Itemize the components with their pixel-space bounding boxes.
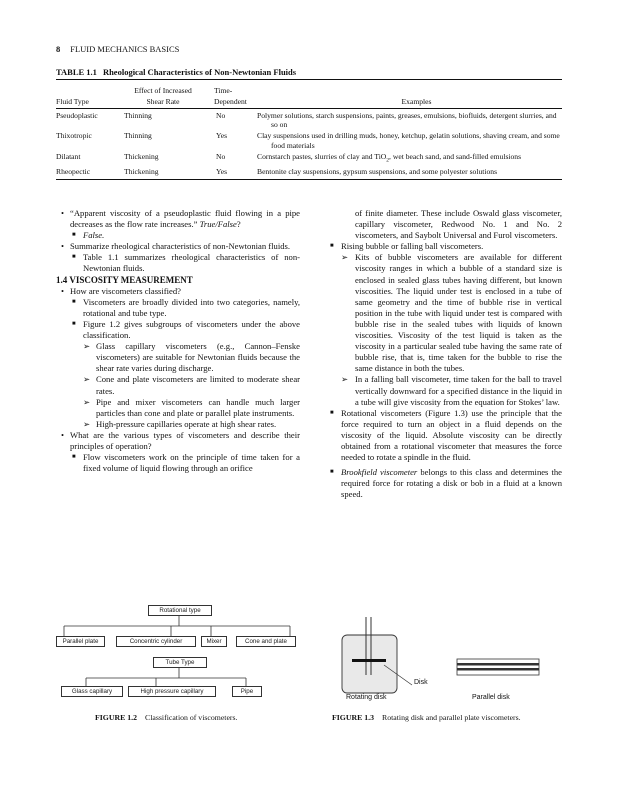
parallel-disk-label: Parallel disk [472,694,510,701]
box-high-pressure-capillary: High pressure capillary [128,686,216,697]
square-bullet-icon: ■ [330,469,334,476]
parallel-disk-housing [457,659,539,675]
table-caption [56,67,302,77]
rotating-disk-shape [352,659,386,662]
b3-text: belongs to this class and determines the required force for rotating a disk or bob in a fluid at a known speed. [341,467,562,500]
answer-item [56,297,300,319]
b1s2-text: In a falling ball viscometer, time taken for the ball to travel vertically downward for a specified distance in the liquid in a tube will give viscosity from the equation for Stokes’ law. [355,374,562,407]
table-label: TABLE 1.1 [56,67,97,77]
right-bullet [318,408,562,463]
square-bullet-icon: ■ [330,243,334,250]
running-title: FLUID MECHANICS BASICS [70,44,180,54]
parallel-disk-lower [457,668,539,671]
cell-time: Yes [216,131,228,141]
bullet-icon: • [61,241,65,252]
q1-end: ? [236,219,241,230]
header-examples: Examples [271,97,562,109]
a3a-text: Viscometers are broadly divided into two categories, namely, rotational and tube type. [83,296,300,318]
box-mixer: Mixer [201,636,227,647]
square-bullet-icon: ■ [72,254,76,261]
q3-text: How are viscometers classified? [70,285,181,296]
sub-item [56,397,300,419]
header-empty [56,86,112,97]
a1-text: False. [83,230,105,241]
table-row [56,130,562,150]
header-time-2: Dependent [214,97,271,109]
cell-time: Yes [214,166,271,179]
table-header-row [56,97,562,109]
q2-text: Summarize rheological characteristics of non-Newtonian fluids. [70,241,291,252]
header-effect-1: Effect of Increased [134,86,192,95]
b1-text: Rising bubble or falling ball viscometers. [341,241,484,252]
bullet-icon: • [61,429,65,440]
question-classified [56,286,300,297]
arrow-bullet-icon: ➢ [83,418,91,429]
page-number: 8 [56,44,61,54]
box-cone-and-plate: Cone and plate [236,636,296,647]
cell-examples: Polymer solutions, starch suspensions, paints, greases, emulsions, biofluids, detergent slurries, and so on [257,110,557,130]
cell-examples [257,150,562,166]
sub-item [56,374,300,396]
cell-examples: Bentonite clay suspensions, gypsum suspensions, and some polyester solutions [271,166,562,179]
box-parallel-plate: Parallel plate [56,636,105,647]
header-time-1: Time- [214,86,233,95]
cell-type: Rheopectic [56,166,112,179]
a3b-text: Figure 1.2 gives subgroups of viscometers under the above classification. [83,318,300,341]
s2-text: Cone and plate viscometers are limited to moderate shear rates. [96,374,300,396]
s3-text: Pipe and mixer viscometers can handle much larger particles than cone and plate or parallel plate instruments. [96,396,300,418]
sub-item [56,341,300,374]
left-column [56,208,300,474]
arrow-bullet-icon: ➢ [83,374,91,385]
section-heading: 1.4 VISCOSITY MEASUREMENT [56,274,193,285]
figure-1-2-caption-text: Classification of viscometers. [145,713,238,722]
square-bullet-icon: ■ [330,409,334,416]
figure-1-3-caption [332,713,521,722]
parallel-disk-upper [457,663,539,666]
box-glass-capillary: Glass capillary [61,686,123,697]
arrow-bullet-icon: ➢ [83,396,91,407]
figure-1-3-caption-text: Rotating disk and parallel plate viscometers. [382,713,521,722]
cell-examples: Clay suspensions used in drilling muds, honey, ketchup, gelatin solutions, shaving cream, and some food materials [257,131,560,150]
arrow-bullet-icon: ➢ [341,374,349,385]
disk-label: Disk [414,679,428,686]
continued-paragraph: of finite diameter. These include Oswald glass viscometer, capillary viscometer, Redwood No. 1 and No. 2 viscometers, and Saybolt Universal and Furol viscometers. [355,208,562,241]
sub-item [56,419,300,430]
b2-text: Rotational viscometers (Figure 1.3) use the principle that the force required to turn an object in a fluid depends on the viscosity of the liquid. Absolute viscosity can be directly obtained from a rotational viscometer that measures the force needed to rotate a spindle in the fluid. [341,407,562,463]
cell-effect: Thickening [112,166,214,179]
question-types [56,430,300,452]
table-row [56,150,562,166]
cell-type: Dilatant [56,151,81,161]
running-header [56,44,179,54]
box-pipe: Pipe [232,686,262,697]
cell-type: Pseudoplastic [56,110,98,120]
sub-item [318,252,562,374]
question-apparent-viscosity [56,208,300,230]
answer-item [56,319,300,341]
bullet-icon: • [61,208,65,218]
arrow-bullet-icon: ➢ [341,252,349,263]
s1-text: Glass capillary viscometers (e.g., Cannon–Fenske viscometers) are suitable for Newtonian fluids because the shear rate varies during discharge. [96,341,300,374]
b1s1-text: Kits of bubble viscometers are available for different viscosity ranges in which a bubble of a standard size is enclosed in sealed glass tubes having different, but known viscosities. The liquid under test is enclosed in a tube of same geometry and the time of bubble rise in vertical position in the tube with liquid under test is compared with bubble rise in the sealed tubes with liquids of known viscosities. Viscosity of the test liquid is taken as the viscosity in a particular sealed tube having the same rate of bubble rise, that is, time taken for the bubble to rise the same distance in both the tubes. [355,252,562,374]
sub-item [318,374,562,407]
square-bullet-icon: ■ [72,454,76,461]
arrow-bullet-icon: ➢ [83,341,91,352]
right-bullet [318,467,562,500]
figure-1-3-label: FIGURE 1.3 [332,713,375,722]
answer-item [56,252,300,274]
square-bullet-icon: ■ [72,298,76,305]
table-title: Rheological Characteristics of Non-Newtonian Fluids [102,67,297,77]
figure-1-2-label: FIGURE 1.2 [95,713,138,722]
table-top-rule [56,79,562,80]
square-bullet-icon: ■ [72,320,76,327]
answer-item [56,230,300,241]
examples-pre: Cornstarch pastes, slurries of clay and TiO [257,151,387,161]
brookfield-term: Brookfield viscometer [341,467,418,478]
viscometer-cup [342,635,397,693]
cell-effect: Thinning [124,131,152,141]
square-bullet-icon: ■ [72,232,76,239]
a2-text: Table 1.1 summarizes rheological characteristics of non-Newtonian fluids. [83,252,300,274]
figure-1-2 [56,600,306,710]
box-rotational-type: Rotational type [148,605,212,616]
right-column [318,208,562,500]
examples-post: , wet beach sand, and sand-filled emulsions [389,151,522,161]
box-tube-type: Tube Type [153,657,207,668]
figure-1-2-caption [95,713,238,722]
q1-text: “Apparent viscosity of a pseudoplastic fluid flowing in a pipe decreases as the flow rate increases.” [70,208,300,230]
cell-time: No [216,110,226,120]
box-concentric-cylinder: Concentric cylinder [116,636,196,647]
a4-text: Flow viscometers work on the principle of time taken for a fixed volume of liquid flowing through an orifice [83,452,300,474]
bullet-icon: • [61,285,65,296]
rotating-disk-label: Rotating disk [346,694,387,701]
cell-type: Thixotropic [56,131,92,141]
rheology-table [56,86,562,180]
table-header-row [56,86,562,97]
right-bullet [318,241,562,252]
q4-text: What are the various types of viscometers and describe their principles of operation? [70,429,300,451]
cell-effect: Thickening [124,151,159,161]
s4-text: High-pressure capillaries operate at high shear rates. [96,418,277,429]
header-fluid-type: Fluid Type [56,97,112,109]
header-effect-2: Shear Rate [112,97,214,109]
figure-1-3 [330,615,562,707]
cell-time: No [216,151,226,161]
question-summarize [56,241,300,252]
examples-sub: 2 [386,157,390,164]
table-row [56,166,562,179]
table-row [56,109,562,130]
header-empty-2 [271,86,562,97]
q1-true-false: True/False [199,219,237,230]
cell-effect: Thinning [124,110,152,120]
answer-item [56,452,300,474]
